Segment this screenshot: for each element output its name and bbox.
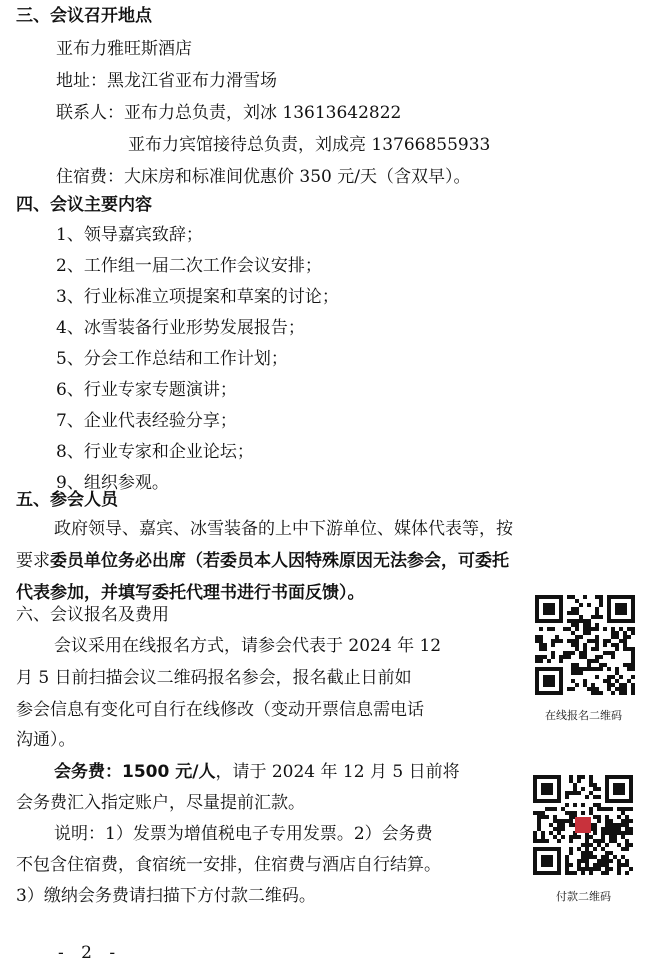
agenda-item: 3、行业标准立项提案和草案的讨论；: [56, 287, 339, 307]
fee-amount: 会务费：1500 元/人: [54, 762, 216, 782]
agenda-item: 8、行业专家和企业论坛；: [56, 442, 254, 462]
attendees-line3: 代表参加，并填写委托代理书进行书面反馈）。: [16, 583, 365, 603]
contact-1: 联系人：亚布力总负责，刘冰 13613642822: [56, 103, 402, 123]
agenda-item: 4、冰雪装备行业形势发展报告；: [56, 318, 305, 338]
page-number: - 2 -: [58, 943, 122, 963]
agenda-item: 5、分会工作总结和工作计划；: [56, 349, 288, 369]
agenda-item: 7、企业代表经验分享；: [56, 411, 237, 431]
agenda-item: 6、行业专家专题演讲；: [56, 380, 237, 400]
address: 地址：黑龙江省亚布力滑雪场: [56, 71, 277, 91]
note-line1: 说明：1）发票为增值税电子专用发票。2）会务费: [54, 824, 433, 844]
registration-line1: 会议采用在线报名方式，请参会代表于 2024 年 12: [54, 636, 442, 656]
fee-line2: 会务费汇入指定账户，尽量提前汇款。: [16, 793, 305, 813]
section6-heading: 六、会议报名及费用: [16, 605, 169, 625]
attendees-required-notice: 委员单位务必出席（若委员本人因特殊原因无法参会，可委托: [50, 551, 509, 571]
section4-heading: 四、会议主要内容: [16, 195, 152, 215]
registration-line4: 沟通）。: [16, 730, 76, 750]
section3-heading: 三、会议召开地点: [16, 6, 152, 26]
payment-qr-code[interactable]: [533, 775, 633, 875]
fee-deadline: ，请于 2024 年 12 月 5 日前将: [215, 762, 460, 782]
note-line3: 3）缴纳会务费请扫描下方付款二维码。: [16, 886, 316, 906]
attendees-line2: [16, 549, 509, 573]
registration-qr-code[interactable]: [535, 595, 635, 695]
fee-line1: [54, 760, 460, 784]
lodging-fee: 住宿费：大床房和标准间优惠价 350 元/天（含双早）。: [56, 167, 471, 187]
agenda-item: 9、组织参观。: [56, 473, 169, 493]
agenda-item: 2、工作组一届二次工作会议安排；: [56, 256, 322, 276]
contact-2: 亚布力宾馆接待总负责，刘成亮 13766855933: [128, 135, 491, 155]
attendees-line1: 政府领导、嘉宾、冰雪装备的上中下游单位、媒体代表等，按: [54, 519, 513, 539]
registration-line2: 月 5 日前扫描会议二维码报名参会，报名截止日前如: [16, 668, 412, 688]
attendees-line2-prefix: 要求: [16, 551, 50, 571]
registration-line3: 参会信息有变化可自行在线修改（变动开票信息需电话: [16, 700, 424, 720]
payment-qr-caption: 付款二维码: [556, 890, 611, 903]
hotel-name: 亚布力雅旺斯酒店: [56, 39, 192, 59]
registration-qr-caption: 在线报名二维码: [545, 709, 622, 722]
note-line2: 不包含住宿费，食宿统一安排，住宿费与酒店自行结算。: [16, 855, 441, 875]
agenda-item: 1、领导嘉宾致辞；: [56, 225, 203, 245]
section5-heading: 五、参会人员: [16, 490, 118, 510]
